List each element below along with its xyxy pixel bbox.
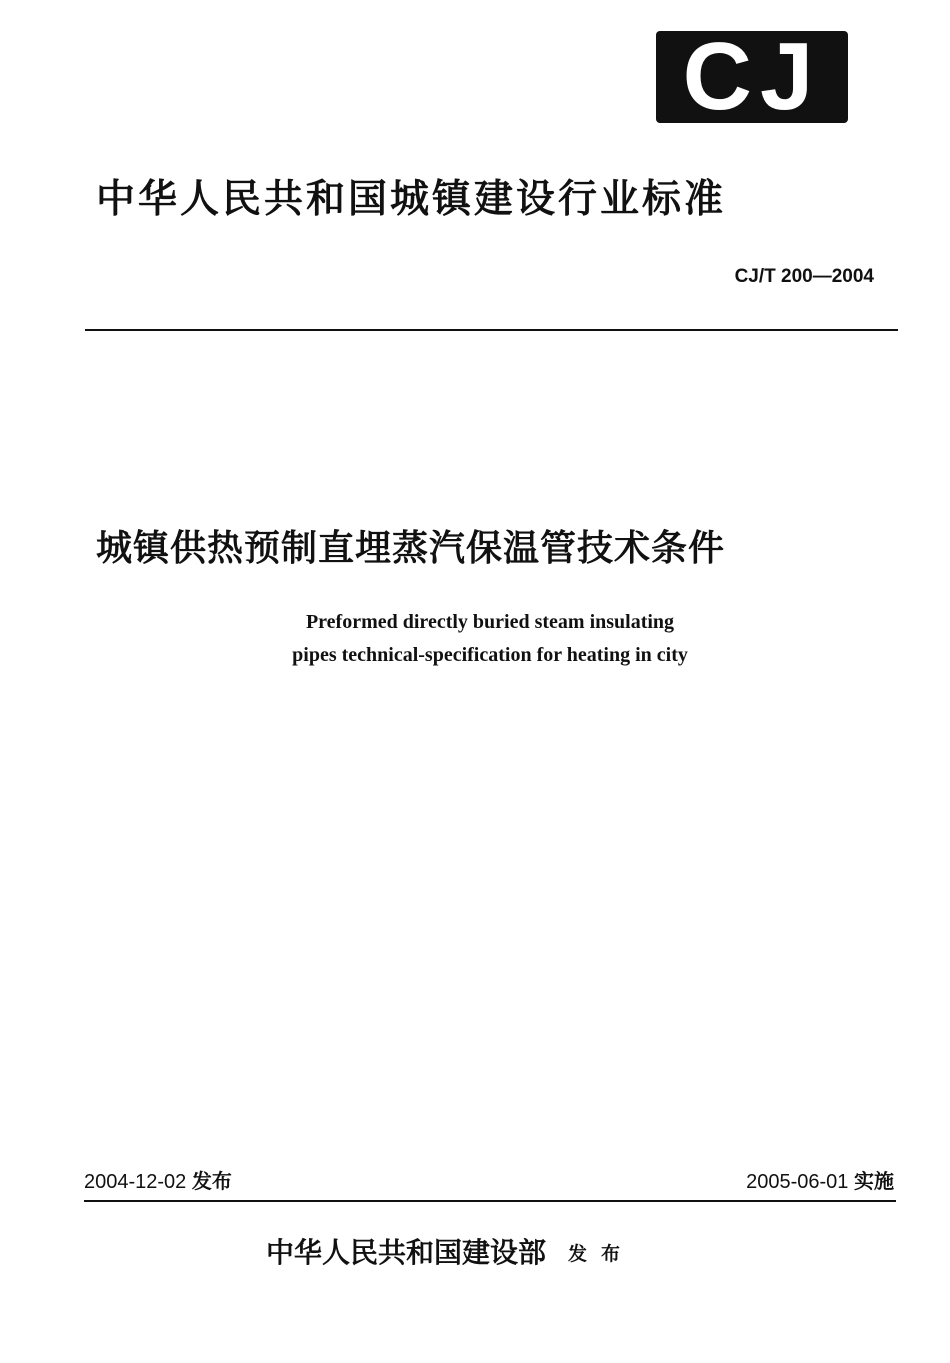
publisher-block [266, 1232, 634, 1275]
document-title-en [190, 606, 790, 672]
bottom-divider [84, 1200, 896, 1202]
cj-logo: CJ [656, 31, 848, 123]
standard-category-title: 中华人民共和国城镇建设行业标准 [96, 177, 727, 222]
publisher-name: 中华人民共和国建设部 [266, 1236, 547, 1269]
title-en-line-1: Preformed directly buried steam insulating [305, 611, 675, 633]
issue-date-block [84, 1168, 232, 1195]
publish-action: 发布 [568, 1243, 635, 1265]
issue-date: 2004-12-02 [84, 1171, 187, 1193]
implementation-label: 实施 [854, 1169, 894, 1193]
implementation-date: 2005-06-01 [746, 1171, 849, 1193]
top-divider [85, 329, 898, 331]
implementation-date-block [746, 1168, 894, 1195]
document-title-cn: 城镇供热预制直埋蒸汽保温管技术条件 [96, 528, 726, 569]
issue-label: 发布 [191, 1169, 232, 1193]
standard-number: CJ/T 200—2004 [734, 266, 874, 287]
title-en-line-2: pipes technical-specification for heating in city [292, 644, 688, 666]
